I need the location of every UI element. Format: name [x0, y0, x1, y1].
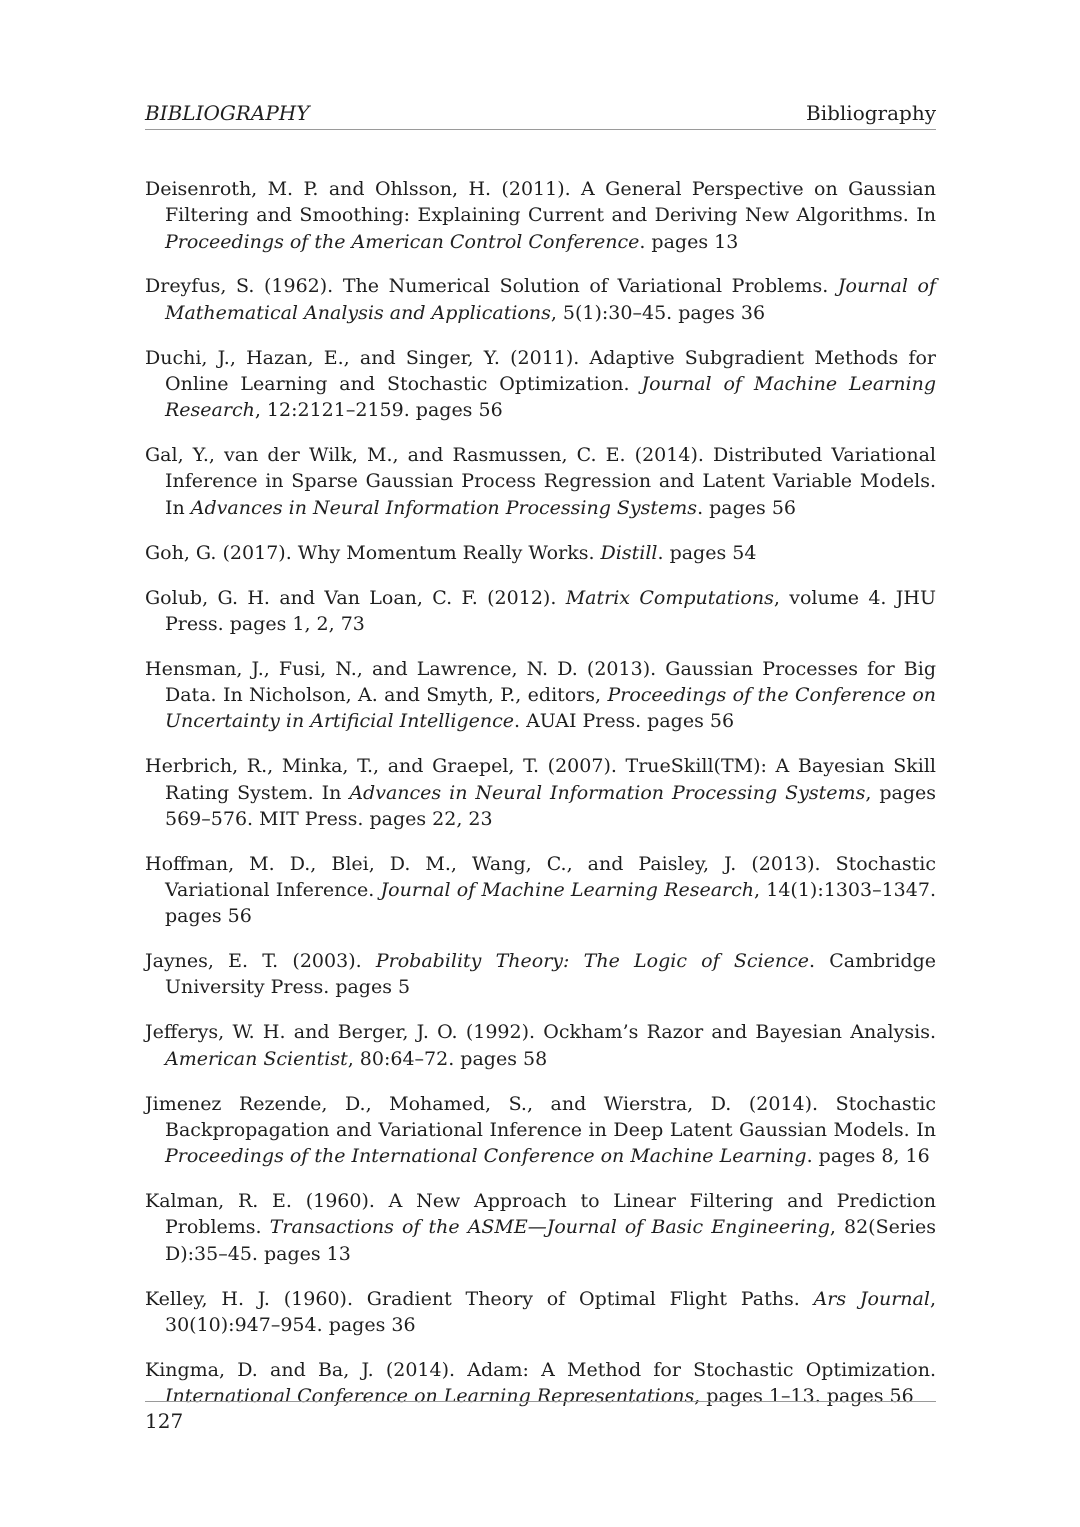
reference-pages: . pages 13	[639, 230, 739, 253]
reference-pages: , 5(1):30–45. pages 36	[550, 301, 766, 324]
reference-pages: , 30(10):947–954. pages 36	[165, 1287, 936, 1336]
reference-text: Hoffman, M. D., Blei, D. M., Wang, C., and Paisley, J. (2013). Stochastic Variational Inference.	[145, 852, 936, 901]
reference-venue: Journal of Mathematical Analysis and Applications	[165, 275, 937, 324]
reference-venue: Proceedings of the International Conference on Machine Learning	[165, 1145, 807, 1168]
reference-text: Goh, G. (2017). Why Momentum Really Works.	[145, 541, 601, 564]
reference-entry	[145, 1019, 936, 1072]
reference-text: Hensman, J., Fusi, N., and Lawrence, N. D. (2013). Gaussian Processes for Big Data. In Nicholson, A. and Smyth, P., editors,	[145, 657, 936, 707]
reference-pages: . pages 8, 16	[806, 1145, 930, 1168]
reference-pages: . pages 56	[697, 496, 797, 519]
reference-text: Deisenroth, M. P. and Ohlsson, H. (2011). A General Perspective on Gaussian Filtering and Smoothing: Explaining Current and Deriving New Algorithms. In	[145, 178, 936, 227]
reference-pages: . AUAI Press. pages 56	[514, 710, 735, 733]
reference-venue: American Scientist	[165, 1047, 348, 1070]
reference-pages: , pages 1–13. pages 56	[694, 1385, 914, 1407]
reference-text: Kalman, R. E. (1960). A New Approach to Linear Filtering and Prediction Problems.	[145, 1190, 936, 1239]
reference-text: Duchi, J., Hazan, E., and Singer, Y. (2011). Adaptive Subgradient Methods for Online Learning and Stochastic Optimization.	[145, 346, 936, 395]
reference-venue: Proceedings of the Conference on Uncertainty in Artificial Intelligence	[165, 684, 937, 733]
reference-entry	[145, 1286, 936, 1339]
reference-entry	[145, 345, 936, 424]
reference-pages: , volume 4. JHU Press. pages 1, 2, 73	[165, 586, 937, 635]
reference-venue: Probability Theory: The Logic of Science	[375, 950, 809, 973]
reference-text: Jaynes, E. T. (2003).	[145, 950, 376, 973]
reference-venue: Transactions of the ASME—Journal of Basic Engineering	[269, 1216, 830, 1239]
reference-venue: Journal of Machine Learning Research	[165, 372, 936, 422]
reference-venue: Distill	[600, 541, 658, 564]
reference-list	[145, 176, 936, 1428]
reference-entry	[145, 851, 936, 930]
reference-text: Herbrich, R., Minka, T., and Graepel, T. (2007). TrueSkill(TM): A Bayesian Skill Rating System. In	[145, 755, 936, 804]
reference-pages: , 82(Series D):35–45. pages 13	[165, 1216, 936, 1265]
reference-entry	[145, 656, 936, 735]
reference-entry	[145, 585, 936, 638]
reference-entry	[145, 1091, 936, 1170]
reference-text: Golub, G. H. and Van Loan, C. F. (2012).	[145, 586, 566, 609]
reference-venue: Proceedings of the American Control Conference	[165, 230, 640, 253]
header-chapter-title: BIBLIOGRAPHY	[145, 101, 310, 125]
page	[145, 0, 936, 1527]
reference-text: Gal, Y., van der Wilk, M., and Rasmussen, C. E. (2014). Distributed Variational Inference in Sparse Gaussian Process Regression and Latent Variable Models. In	[145, 444, 936, 519]
running-header	[145, 100, 936, 130]
reference-text: Dreyfus, S. (1962). The Numerical Solution of Variational Problems.	[145, 275, 838, 298]
reference-entry	[145, 273, 936, 326]
reference-pages: , pages 569–576. MIT Press. pages 22, 23	[165, 781, 937, 830]
header-section-title: Bibliography	[806, 101, 936, 125]
reference-venue: Ars Journal	[813, 1287, 930, 1310]
reference-pages: , 12:2121–2159. pages 56	[254, 399, 503, 422]
reference-text: Jimenez Rezende, D., Mohamed, S., and Wierstra, D. (2014). Stochastic Backpropagation and Variational Inference in Deep Latent Gaussian Models. In	[145, 1092, 936, 1141]
reference-text: Kingma, D. and Ba, J. (2014). Adam: A Method for Stochastic Optimization.	[145, 1358, 936, 1381]
footer-rule	[145, 1401, 936, 1402]
reference-venue: Journal of Machine Learning Research	[380, 878, 754, 901]
reference-venue: Matrix Computations	[565, 586, 774, 609]
reference-venue: Advances in Neural Information Processing Systems	[349, 781, 866, 804]
reference-text: Jefferys, W. H. and Berger, J. O. (1992). Ockham’s Razor and Bayesian Analysis.	[145, 1021, 936, 1044]
reference-entry	[145, 753, 936, 832]
reference-entry	[145, 948, 936, 1001]
reference-pages: , 14(1):1303–1347. pages 56	[165, 878, 936, 928]
reference-pages: . pages 54	[657, 541, 757, 564]
reference-entry	[145, 540, 936, 566]
reference-venue: Advances in Neural Information Processing Systems	[190, 496, 698, 519]
reference-entry	[145, 442, 936, 521]
reference-venue: International Conference on Learning Representations	[165, 1385, 695, 1407]
reference-text: Kelley, H. J. (1960). Gradient Theory of Optimal Flight Paths.	[145, 1287, 814, 1310]
reference-entry	[145, 1188, 936, 1267]
page-number: 127	[145, 1409, 184, 1433]
reference-pages: . Cambridge University Press. pages 5	[165, 950, 936, 999]
reference-entry	[145, 176, 936, 255]
reference-pages: , 80:64–72. pages 58	[347, 1047, 548, 1070]
